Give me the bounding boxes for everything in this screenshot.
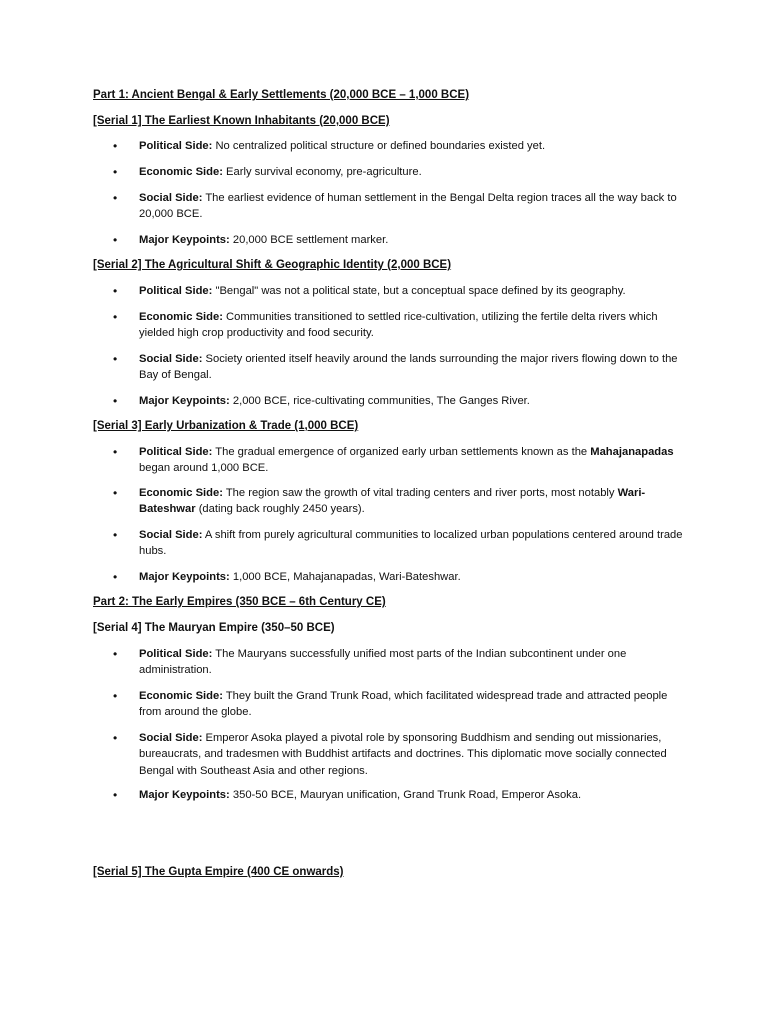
bullet-icon: • xyxy=(113,445,118,459)
bullet-body: 2,000 BCE, rice-cultivating communities, The Ganges River. xyxy=(229,395,530,407)
bullet-icon: • xyxy=(113,284,118,298)
bullet-text xyxy=(139,190,683,223)
bullet-text xyxy=(139,351,683,384)
bullet-icon: • xyxy=(113,233,118,247)
bullet-icon: • xyxy=(113,191,118,205)
part-heading: Part 1: Ancient Bengal & Early Settlements (20,000 BCE – 1,000 BCE) xyxy=(93,89,470,101)
bullet-text xyxy=(139,569,683,585)
bullet-body: (dating back roughly 2450 years). xyxy=(195,503,365,516)
bullet-body: Emperor Asoka played a pivotal role by sponsoring Buddhism and sending out missionaries, bureaucrats, and tradesmen with Buddhist artifacts and doctrines. This diplomatic move socially connected Bengal with Southeast Asia and other regions. xyxy=(139,732,667,777)
bullet-text xyxy=(139,283,683,299)
bullet-icon: • xyxy=(113,486,118,500)
bullet-label: Political Side: xyxy=(139,140,213,152)
bullet-icon: • xyxy=(113,689,118,703)
bullet-label: Economic Side: xyxy=(139,311,223,323)
bullet-emphasis: Mahajanapadas xyxy=(590,446,674,458)
bullet-icon: • xyxy=(113,731,118,745)
bullet-label: Social Side: xyxy=(139,192,203,204)
serial-heading: [Serial 2] The Agricultural Shift & Geographic Identity (2,000 BCE) xyxy=(93,259,452,271)
bullet-body: A shift from purely agricultural communities to localized urban populations centered around trade hubs. xyxy=(139,529,683,558)
bullet-text xyxy=(139,232,683,248)
bullet-icon: • xyxy=(113,310,118,324)
bullet-label: Major Keypoints: xyxy=(139,234,230,246)
bullet-text xyxy=(139,164,683,180)
bullet-emphasis: Wari-Bateshwar xyxy=(139,487,646,516)
bullet-body: 20,000 BCE settlement marker. xyxy=(229,234,389,246)
bullet-label: Social Side: xyxy=(139,529,203,541)
bullet-body: Early survival economy, pre-agriculture. xyxy=(222,166,422,178)
bullet-text xyxy=(139,485,683,518)
bullet-label: Major Keypoints: xyxy=(139,571,230,583)
bullet-body: "Bengal" was not a political state, but a conceptual space defined by its geography. xyxy=(212,285,626,297)
bullet-text xyxy=(139,138,683,154)
bullet-icon: • xyxy=(113,570,118,584)
serial-heading: [Serial 5] The Gupta Empire (400 CE onwards) xyxy=(93,866,344,878)
bullet-body: The gradual emergence of organized early urban settlements known as the xyxy=(212,446,591,458)
bullet-label: Major Keypoints: xyxy=(139,789,230,801)
bullet-text xyxy=(139,444,683,477)
bullet-label: Political Side: xyxy=(139,446,213,458)
bullet-icon: • xyxy=(113,788,118,802)
bullet-label: Economic Side: xyxy=(139,487,223,499)
bullet-label: Major Keypoints: xyxy=(139,395,230,407)
bullet-body: They built the Grand Trunk Road, which facilitated widespread trade and attracted people from around the globe. xyxy=(139,690,668,719)
document-page xyxy=(93,0,683,1024)
bullet-text xyxy=(139,730,683,779)
bullet-text xyxy=(139,646,683,679)
bullet-text xyxy=(139,688,683,721)
bullet-label: Economic Side: xyxy=(139,166,223,178)
serial-heading: [Serial 3] Early Urbanization & Trade (1,000 BCE) xyxy=(93,420,359,432)
bullet-text xyxy=(139,309,683,342)
bullet-label: Social Side: xyxy=(139,353,203,365)
bullet-body: 1,000 BCE, Mahajanapadas, Wari-Bateshwar. xyxy=(229,571,461,583)
serial-heading: [Serial 1] The Earliest Known Inhabitants (20,000 BCE) xyxy=(93,115,390,127)
bullet-body: No centralized political structure or defined boundaries existed yet. xyxy=(212,140,546,152)
bullet-label: Political Side: xyxy=(139,285,213,297)
bullet-label: Economic Side: xyxy=(139,690,223,702)
bullet-icon: • xyxy=(113,165,118,179)
bullet-icon: • xyxy=(113,394,118,408)
bullet-body: 350-50 BCE, Mauryan unification, Grand Trunk Road, Emperor Asoka. xyxy=(229,789,582,801)
bullet-text xyxy=(139,787,683,803)
bullet-icon: • xyxy=(113,139,118,153)
bullet-body: Communities transitioned to settled rice-cultivation, utilizing the fertile delta rivers which yielded high crop productivity and food security. xyxy=(139,311,658,340)
bullet-text xyxy=(139,393,683,409)
part-heading: Part 2: The Early Empires (350 BCE – 6th Century CE) xyxy=(93,596,386,608)
bullet-label: Political Side: xyxy=(139,648,213,660)
bullet-icon: • xyxy=(113,352,118,366)
bullet-text xyxy=(139,527,683,560)
bullet-body: The region saw the growth of vital trading centers and river ports, most notably xyxy=(222,487,618,499)
bullet-body: The earliest evidence of human settlement in the Bengal Delta region traces all the way back to 20,000 BCE. xyxy=(139,192,677,221)
bullet-label: Social Side: xyxy=(139,732,203,744)
bullet-body: The Mauryans successfully unified most parts of the Indian subcontinent under one administration. xyxy=(139,648,627,677)
bullet-body: Society oriented itself heavily around the lands surrounding the major rivers flowing down to the Bay of Bengal. xyxy=(139,353,678,382)
bullet-icon: • xyxy=(113,647,118,661)
bullet-icon: • xyxy=(113,528,118,542)
serial-heading: [Serial 4] The Mauryan Empire (350–50 BCE) xyxy=(93,622,335,634)
bullet-body: began around 1,000 BCE. xyxy=(139,462,269,475)
